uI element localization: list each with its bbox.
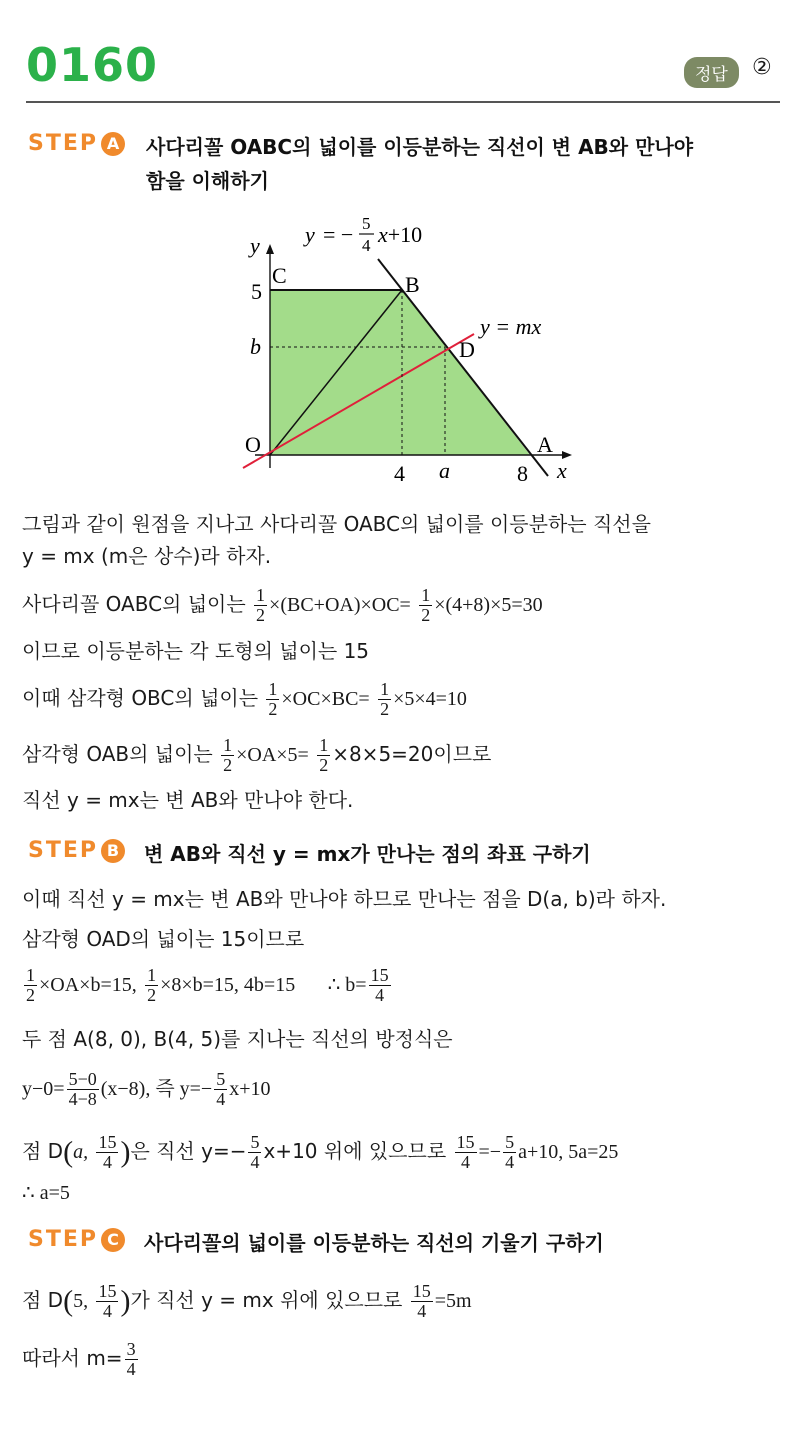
step-letter-icon: B <box>101 839 125 863</box>
frac-den: 4 <box>375 985 385 1005</box>
step-word: STEP <box>28 838 99 863</box>
fraction <box>266 680 279 719</box>
math-span: ∴ a=5 <box>22 1182 70 1204</box>
frac-den: 2 <box>319 755 329 775</box>
step-letter-icon: A <box>101 132 125 156</box>
y-axis-label: y <box>250 233 260 258</box>
frac-num: 1 <box>421 585 431 605</box>
frac-den: 2 <box>268 699 278 719</box>
frac-num: 1 <box>256 585 266 605</box>
math-span: ×8×b=15, 4b=15 <box>160 974 296 996</box>
math-span: x+10 <box>229 1078 271 1100</box>
step-c-title: 사다리꼴의 넓이를 이등분하는 직선의 기울기 구하기 <box>144 1231 604 1255</box>
fraction <box>503 1133 516 1172</box>
math-span: a, <box>73 1141 89 1163</box>
fraction <box>378 680 391 719</box>
math-span: =− <box>478 1141 502 1163</box>
step-a-title-1: 사다리꼴 OABC의 넓이를 이등분하는 직선이 변 AB와 만나야 <box>146 135 694 159</box>
step-a-title-2: 함을 이해하기 <box>146 169 269 193</box>
frac-num: 15 <box>98 1132 117 1152</box>
tick-a-label: a <box>439 458 450 483</box>
formula-line <box>22 1070 270 1109</box>
step-word: STEP <box>28 1227 99 1252</box>
answer-badge: 정답 <box>684 57 739 88</box>
frac-num: 5−0 <box>68 1069 97 1089</box>
frac-den: 4 <box>250 1152 260 1172</box>
text-span: 따라서 m= <box>22 1346 123 1370</box>
paren-close: ) <box>120 1284 131 1318</box>
frac-num: 15 <box>98 1281 117 1301</box>
frac-num: 3 <box>126 1339 136 1359</box>
frac-num: 5 <box>250 1132 260 1152</box>
tick-b-label: b <box>250 334 261 359</box>
formula-line <box>22 680 467 719</box>
formula-line <box>22 1282 472 1321</box>
step-b-label <box>28 838 125 863</box>
text-span: 이때 삼각형 OBC의 넓이는 <box>22 686 259 710</box>
step-b-title: 변 AB와 직선 y = mx가 만나는 점의 좌표 구하기 <box>144 842 591 866</box>
frac-num: 1 <box>268 679 278 699</box>
math-span: x+10 위에 있으므로 <box>263 1139 447 1163</box>
text-line: 이때 직선 y = mx는 변 AB와 만나야 하므로 만나는 점을 D(a, b)라 하자. <box>22 887 667 911</box>
math-span: ×(4+8)×5=30 <box>434 594 543 616</box>
text-line <box>22 541 271 571</box>
text-span: 점 D <box>22 1288 64 1312</box>
step-c-label <box>28 1227 125 1252</box>
mx-label: y = mx <box>480 314 542 339</box>
frac-num: 15 <box>412 1281 431 1301</box>
frac-den: 2 <box>26 985 35 1005</box>
line-ab-frac-num: 5 <box>362 214 371 233</box>
paren-open: ( <box>63 1135 74 1169</box>
point-b-label: B <box>405 272 420 297</box>
text-line <box>22 1177 70 1208</box>
text-line: 그림과 같이 원점을 지나고 사다리꼴 OABC의 넓이를 이등분하는 직선을 <box>22 512 651 536</box>
answer-value: ② <box>752 55 772 80</box>
math-span: y−0= <box>22 1078 65 1100</box>
math-span: (x−8), 즉 y=− <box>100 1078 213 1100</box>
fraction <box>125 1340 138 1379</box>
tick-8-label: 8 <box>517 461 528 486</box>
step-letter-icon: C <box>101 1228 125 1252</box>
fraction <box>248 1133 261 1172</box>
problem-number: 0160 <box>26 38 159 92</box>
frac-num: 1 <box>147 965 157 985</box>
frac-num: 5 <box>216 1069 226 1089</box>
header-divider <box>26 101 780 103</box>
math-span: 은 직선 y=− <box>130 1139 247 1163</box>
math-span: ×OC×BC= <box>281 688 370 710</box>
frac-num: 15 <box>456 1132 475 1152</box>
fraction <box>96 1282 118 1321</box>
text-span: 점 D <box>22 1139 64 1163</box>
frac-den: 2 <box>380 699 390 719</box>
frac-num: 1 <box>26 965 35 985</box>
frac-den: 2 <box>421 605 431 625</box>
frac-den: 2 <box>223 755 233 775</box>
paren-open: ( <box>63 1284 74 1318</box>
tick-5-label: 5 <box>251 279 262 304</box>
frac-num: 15 <box>370 965 389 985</box>
text-span: 가 직선 y = mx 위에 있으므로 <box>130 1288 403 1312</box>
fraction <box>419 586 432 625</box>
line-ab-label-rest: x+10 <box>378 222 423 247</box>
frac-den: 4 <box>102 1301 112 1321</box>
frac-den: 4 <box>126 1359 136 1379</box>
text-line: 삼각형 OAD의 넓이는 15이므로 <box>22 927 305 951</box>
frac-den: 2 <box>256 605 266 625</box>
fraction <box>369 966 391 1005</box>
text-span: 사다리꼴 OABC의 넓이는 <box>22 592 246 616</box>
tick-4-label: 4 <box>394 461 405 486</box>
frac-den: 4 <box>102 1152 112 1172</box>
math-span: ×5×4=10 <box>393 688 467 710</box>
math-span: ×(BC+OA)×OC= <box>269 594 411 616</box>
frac-den: 4 <box>461 1152 471 1172</box>
frac-num: 5 <box>505 1132 515 1152</box>
math-span: =5m <box>434 1290 472 1312</box>
formula-line <box>22 1133 618 1172</box>
math-span: ×OA×5= <box>236 744 309 766</box>
line-ab-label-eq: = − <box>323 222 354 247</box>
math-span: ∴ b= <box>327 974 367 996</box>
trapezoid-figure <box>0 210 811 510</box>
frac-num: 1 <box>380 679 390 699</box>
text-line: 이므로 이등분하는 각 도형의 넓이는 15 <box>22 639 370 663</box>
step-word: STEP <box>28 131 99 156</box>
frac-den: 4−8 <box>68 1089 97 1109</box>
fraction <box>221 736 234 775</box>
frac-den: 4 <box>417 1301 427 1321</box>
line-ab-label-y: y <box>305 222 315 247</box>
point-o-label: O <box>245 432 261 457</box>
text-span: 삼각형 OAB의 넓이는 <box>22 742 213 766</box>
fraction <box>145 966 158 1005</box>
step-a-label <box>28 131 125 156</box>
math-span: a+10, 5a=25 <box>518 1141 619 1163</box>
formula-line <box>22 736 491 775</box>
frac-den: 4 <box>505 1152 515 1172</box>
line-ab-frac-den: 4 <box>362 236 371 255</box>
frac-num: 1 <box>223 735 233 755</box>
text-line: 직선 y = mx는 변 AB와 만나야 한다. <box>22 788 354 812</box>
paren-close: ) <box>120 1135 131 1169</box>
point-d-label: D <box>459 337 475 362</box>
fraction <box>214 1070 227 1109</box>
math-span: ×OA×b=15, <box>39 974 137 996</box>
fraction <box>254 586 267 625</box>
fraction <box>67 1070 99 1109</box>
fraction <box>317 736 330 775</box>
frac-den: 4 <box>216 1089 226 1109</box>
text-line: 두 점 A(8, 0), B(4, 5)를 지나는 직선의 방정식은 <box>22 1027 453 1051</box>
formula-line <box>22 1340 140 1379</box>
formula-line <box>22 586 543 625</box>
fraction <box>455 1133 477 1172</box>
x-axis-label: x <box>557 458 567 483</box>
fraction <box>411 1282 433 1321</box>
math-span: 5, <box>73 1290 89 1312</box>
y-axis-arrow-icon <box>266 244 274 254</box>
fraction <box>24 966 37 1005</box>
point-c-label: C <box>272 263 287 288</box>
formula-line <box>22 966 393 1005</box>
fraction <box>96 1133 118 1172</box>
frac-den: 2 <box>147 985 157 1005</box>
text-span: y = mx (m은 상수)라 하자. <box>22 544 272 568</box>
frac-num: 1 <box>319 735 329 755</box>
point-a-label: A <box>537 432 553 457</box>
math-span: ×8×5=20이므로 <box>332 742 492 766</box>
